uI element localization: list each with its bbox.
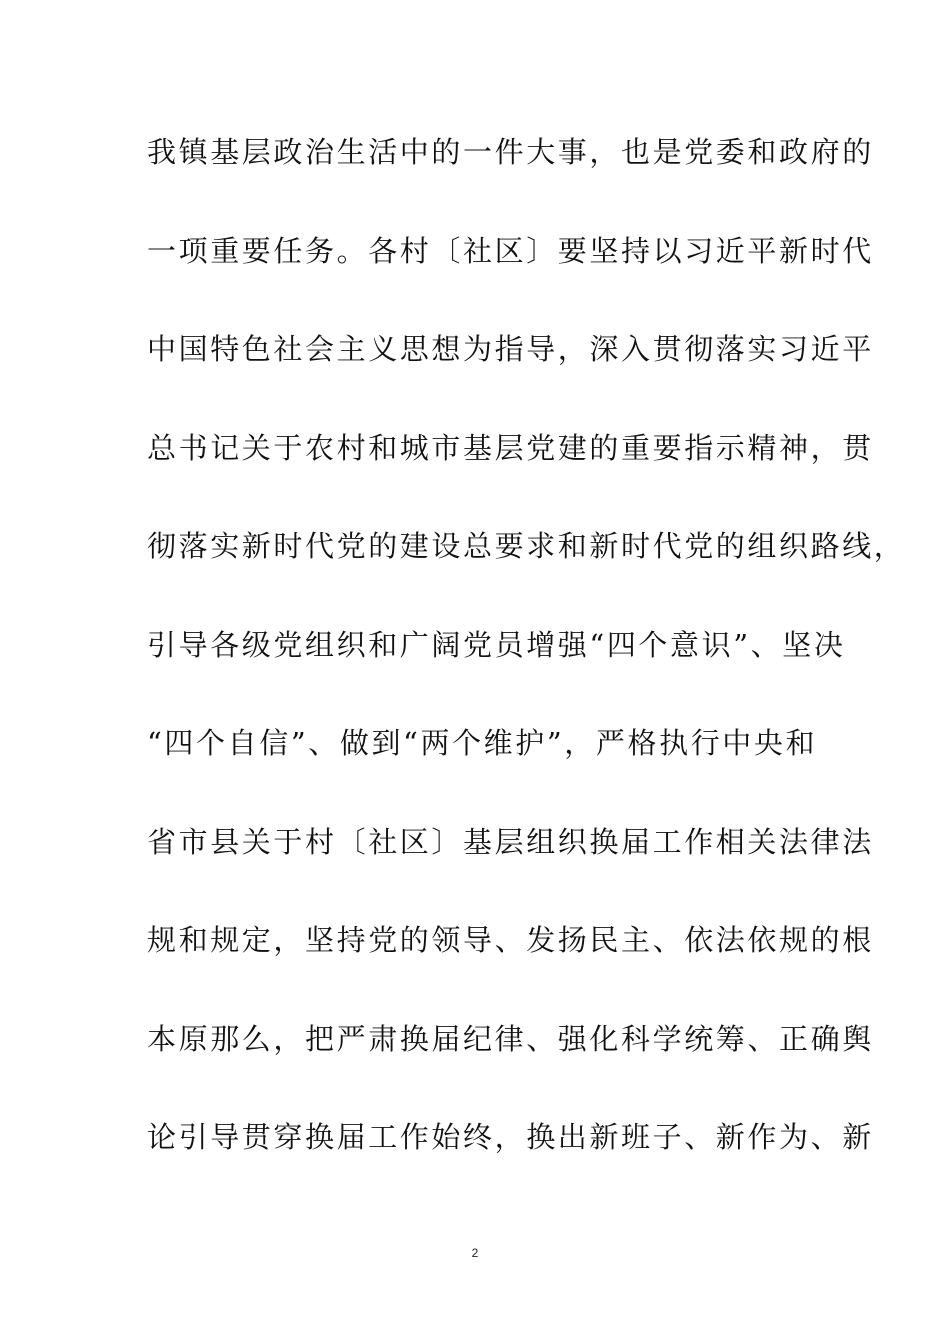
text-line: 我镇基层政治生活中的一件大事，也是党委和政府的 xyxy=(147,135,874,169)
text-line: “四个自信”、做到“两个维护”，严格执行中央和 xyxy=(147,726,818,760)
body-text xyxy=(147,124,906,1208)
text-line: 本原那么，把严肃换届纪律、强化科学统筹、正确舆 xyxy=(147,1021,874,1056)
text-line: 引导各级党组织和广阔党员增强“四个意识”、坚决 xyxy=(147,627,846,662)
text-line: 省市县关于村〔社区〕基层组织换届工作相关法律法 xyxy=(147,824,874,859)
text-line: 一项重要任务。各村〔社区〕要坚持以习近平新时代 xyxy=(147,233,874,268)
text-line: 中国特色社会主义思想为指导，深入贯彻落实习近平 xyxy=(147,332,874,366)
text-line: 总书记关于农村和城市基层党建的重要指示精神，贯 xyxy=(147,430,874,465)
text-line: 规和规定，坚持党的领导、发扬民主、依法依规的根 xyxy=(147,923,874,957)
text-line: 论引导贯穿换届工作始终，换出新班子、新作为、新 xyxy=(147,1120,874,1154)
page-number: 2 xyxy=(471,1246,479,1260)
text-line: 彻落实新时代党的建设总要求和新时代党的组织路线， xyxy=(147,529,906,563)
